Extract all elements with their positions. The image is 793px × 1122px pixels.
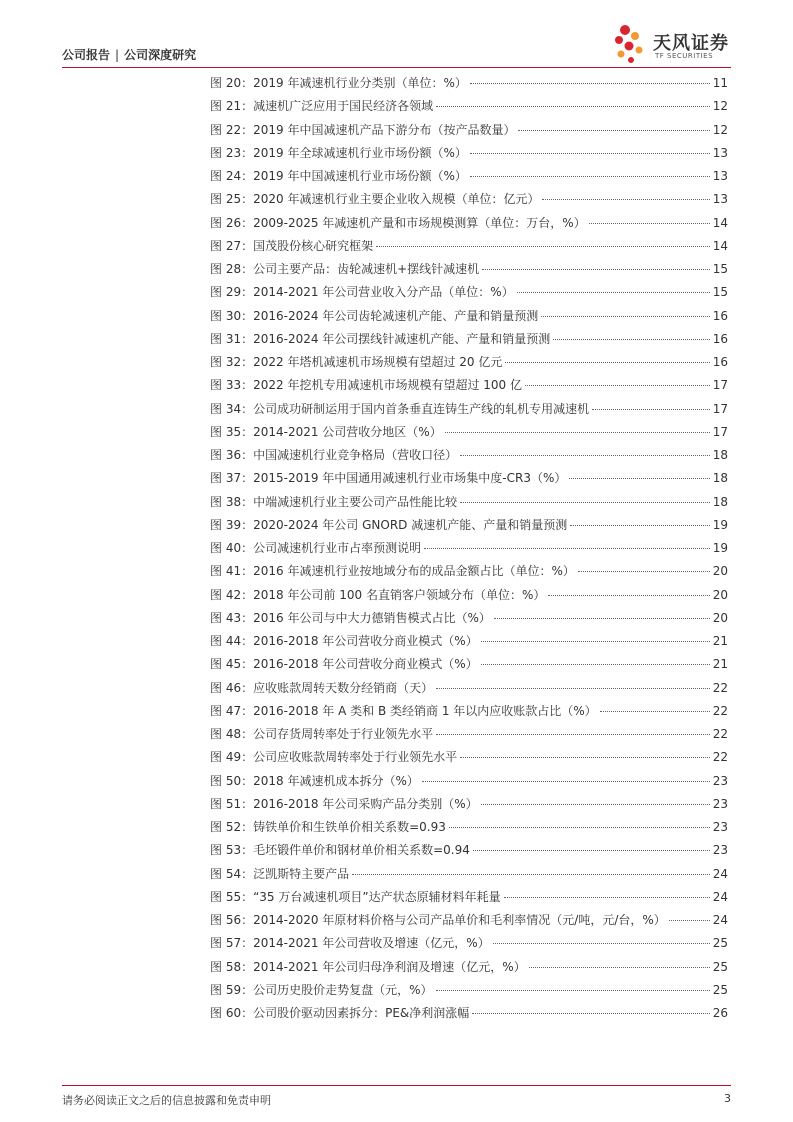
toc-entry-page: 25 [712,959,728,974]
toc-entry-page: 20 [712,564,728,579]
report-category [62,46,196,63]
toc-entry[interactable] [210,400,728,423]
toc-entry[interactable] [210,97,728,120]
toc-entry-page: 16 [712,308,728,323]
toc-dot-leader [436,734,710,735]
toc-entry[interactable] [210,423,728,446]
toc-dot-leader [481,804,710,805]
toc-entry[interactable] [210,888,728,911]
toc-entry[interactable] [210,469,728,492]
toc-entry[interactable] [210,214,728,237]
toc-entry[interactable] [210,679,728,702]
toc-entry[interactable] [210,330,728,353]
toc-entry-label: 图 40：公司减速机行业市占率预测说明 [210,541,422,555]
toc-entry-label: 图 35：2014-2021 公司营收分地区（%） [210,424,442,439]
toc-dot-leader [352,874,710,875]
toc-dot-leader [470,176,710,177]
toc-dot-leader [589,223,710,224]
company-logo [611,22,731,66]
toc-entry[interactable] [210,818,728,841]
toc-dot-leader [570,525,709,526]
toc-entry-label: 图 41：2016 年减速机行业按地域分布的成品金额占比（单位：%） [210,564,575,579]
toc-entry[interactable] [210,376,728,399]
toc-dot-leader [436,990,710,991]
toc-dot-leader [525,385,710,386]
toc-entry[interactable] [210,562,728,585]
toc-entry-page: 23 [712,773,728,788]
toc-entry-page: 15 [712,262,728,276]
toc-entry[interactable] [210,795,728,818]
toc-entry-page: 18 [712,494,728,509]
footer-rule [62,1085,731,1086]
toc-entry-page: 25 [712,982,728,997]
toc-entry-page: 24 [712,889,728,904]
toc-entry-page: 17 [712,378,728,393]
toc-dot-leader [460,757,710,758]
toc-entry-page: 11 [712,76,728,90]
toc-entry-label: 图 56：2014-2020 年原材料价格与公司产品单价和毛利率情况（元/吨，元/台，%） [210,913,666,927]
toc-entry-label: 图 36：中国减速机行业竞争格局（营收口径） [210,448,458,462]
toc-entry[interactable] [210,934,728,957]
toc-entry-label: 图 31：2016-2024 年公司摆线针减速机产能、产量和销量预测 [210,331,551,346]
toc-dot-leader [504,897,710,898]
toc-entry-page: 16 [712,355,728,369]
toc-entry-label: 图 57：2014-2021 年公司营收及增速（亿元，%） [210,936,490,951]
toc-dot-leader [505,362,709,363]
toc-entry[interactable] [210,632,728,655]
toc-dot-leader [472,1013,709,1014]
toc-entry-label: 图 52：铸铁单价和生铁单价相关系数=0.93 [210,820,446,834]
toc-dot-leader [542,199,709,200]
toc-entry-page: 20 [712,587,728,602]
toc-dot-leader [424,548,710,549]
toc-entry[interactable] [210,283,728,306]
toc-entry-page: 24 [712,866,728,881]
toc-entry-page: 19 [712,517,728,532]
toc-dot-leader [569,478,709,479]
toc-entry[interactable] [210,446,728,469]
toc-entry[interactable] [210,841,728,864]
toc-entry-label: 图 44：2016-2018 年公司营收分商业模式（%） [210,634,478,648]
toc-entry-label: 图 28：公司主要产品：齿轮减速机+摆线针减速机 [210,262,480,276]
toc-entry-page: 26 [712,1006,728,1020]
toc-entry[interactable] [210,167,728,190]
toc-entry[interactable] [210,702,728,725]
toc-entry[interactable] [210,74,728,97]
toc-entry-page: 17 [712,401,728,416]
toc-dot-leader [460,502,710,503]
toc-dot-leader [460,455,710,456]
page-number: 3 [724,1092,731,1105]
toc-entry-label: 图 22：2019 年中国减速机产品下游分布（按产品数量） [210,122,516,137]
toc-entry-label: 图 45：2016-2018 年公司营收分商业模式（%） [210,657,478,672]
toc-dot-leader [449,827,710,828]
toc-dot-leader [517,292,710,293]
toc-dot-leader [481,664,710,665]
toc-entry-page: 22 [712,750,728,765]
toc-entry-label: 图 53：毛坯锻件单价和钢材单价相关系数=0.94 [210,843,470,858]
toc-entry-label: 图 21：减速机广泛应用于国民经济各领域 [210,99,434,114]
toc-dot-leader [376,246,710,247]
header-separator: | [115,48,120,62]
toc-dot-leader [473,850,710,851]
toc-entry-label: 图 46：应收账款周转天数分经销商（天） [210,680,434,695]
toc-entry[interactable] [210,772,728,795]
report-subtype: 公司深度研究 [124,48,197,62]
toc-entry-page: 18 [712,471,728,486]
toc-dot-leader [553,339,709,340]
toc-entry[interactable] [210,144,728,167]
toc-entry[interactable] [210,237,728,260]
toc-entry-page: 23 [712,843,728,858]
toc-dot-leader [548,595,709,596]
toc-entry-page: 22 [712,680,728,695]
toc-entry[interactable] [210,911,728,934]
toc-entry-page: 22 [712,703,728,718]
toc-entry-label: 图 34：公司成功研制运用于国内首条垂直连铸生产线的轧机专用减速机 [210,401,590,416]
toc-dot-leader [470,83,710,84]
toc-dot-leader [470,153,710,154]
toc-entry-label: 图 59：公司历史股价走势复盘（元，%） [210,982,433,997]
toc-entry-page: 12 [712,122,728,137]
toc-entry-page: 25 [712,936,728,951]
toc-dot-leader [541,316,709,317]
toc-entry-label: 图 60：公司股价驱动因素拆分：PE&净利润涨幅 [210,1006,470,1020]
toc-entry-page: 23 [712,796,728,811]
toc-entry-label: 图 23：2019 年全球减速机行业市场份额（%） [210,145,467,160]
toc-entry-label: 图 24：2019 年中国减速机行业市场份额（%） [210,169,467,183]
toc-entry-page: 24 [712,913,728,927]
toc-dot-leader [493,943,710,944]
toc-entry-page: 15 [712,285,728,300]
toc-entry-page: 17 [712,424,728,439]
toc-entry[interactable] [210,516,728,539]
report-type: 公司报告 [62,48,111,62]
toc-entry[interactable] [210,121,728,144]
toc-dot-leader [445,432,710,433]
toc-entry-page: 14 [712,215,728,230]
toc-entry-page: 20 [712,610,728,625]
toc-entry-page: 13 [712,192,728,207]
toc-entry-label: 图 25：2020 年减速机行业主要企业收入规模（单位：亿元） [210,192,540,207]
toc-entry[interactable] [210,609,728,632]
toc-entry-label: 图 20：2019 年减速机行业分类别（单位：%） [210,76,467,90]
toc-entry-label: 图 47：2016-2018 年 A 类和 B 类经销商 1 年以内应收账款占比（%） [210,703,597,718]
toc-entry-label: 图 48：公司存货周转率处于行业领先水平 [210,727,434,741]
toc-dot-leader [481,641,710,642]
toc-entry-label: 图 32：2022 年塔机减速机市场规模有望超过 20 亿元 [210,355,503,369]
toc-entry-page: 19 [712,541,728,555]
toc-entry[interactable] [210,748,728,771]
logo-text-cn: 天风证券 [653,33,729,54]
toc-entry-label: 图 37：2015-2019 年中国通用减速机行业市场集中度-CR3（%） [210,471,567,486]
toc-entry-label: 图 26：2009-2025 年减速机产量和市场规模测算（单位：万台，%） [210,215,586,230]
toc-entry-label: 图 51：2016-2018 年公司采购产品分类别（%） [210,796,478,811]
toc-dot-leader [529,967,710,968]
toc-entry-label: 图 54：泛凯斯特主要产品 [210,866,350,881]
toc-entry-label: 图 55：“35 万台减速机项目”达产状态原辅材料年耗量 [210,889,501,904]
toc-entry-page: 18 [712,448,728,462]
toc-entry[interactable] [210,981,728,1004]
toc-entry[interactable] [210,655,728,678]
toc-entry[interactable] [210,260,728,283]
toc-entry-page: 16 [712,331,728,346]
toc-entry[interactable] [210,493,728,516]
toc-entry-label: 图 33：2022 年挖机专用减速机市场规模有望超过 100 亿 [210,378,522,393]
toc-entry[interactable] [210,539,728,562]
toc-entry-page: 21 [712,657,728,672]
toc-dot-leader [600,711,710,712]
toc-entry[interactable] [210,307,728,330]
toc-entry-page: 22 [712,727,728,741]
toc-dot-leader [422,781,710,782]
figure-list [210,74,728,1027]
toc-dot-leader [518,130,709,131]
toc-entry-label: 图 43：2016 年公司与中大力德销售模式占比（%） [210,610,491,625]
toc-entry-label: 图 38：中端减速机行业主要公司产品性能比较 [210,494,458,509]
toc-entry-page: 14 [712,238,728,253]
toc-entry[interactable] [210,1004,728,1027]
toc-dot-leader [578,571,710,572]
footer-disclaimer: 请务必阅读正文之后的信息披露和免责申明 [62,1094,271,1107]
toc-entry-label: 图 42：2018 年公司前 100 名直销客户领域分布（单位：%） [210,587,546,602]
toc-entry-page: 13 [712,145,728,160]
toc-entry-label: 图 50：2018 年减速机成本拆分（%） [210,773,419,788]
toc-entry-label: 图 39：2020-2024 年公司 GNORD 减速机产能、产量和销量预测 [210,517,568,532]
toc-entry-label: 图 27：国茂股份核心研究框架 [210,238,374,253]
toc-entry[interactable] [210,353,728,376]
toc-entry-label: 图 30：2016-2024 年公司齿轮减速机产能、产量和销量预测 [210,308,539,323]
toc-entry[interactable] [210,865,728,888]
toc-dot-leader [669,920,710,921]
toc-entry-page: 23 [712,820,728,834]
page-header [62,0,731,66]
toc-entry[interactable] [210,190,728,213]
toc-entry[interactable] [210,958,728,981]
toc-entry[interactable] [210,586,728,609]
toc-entry-page: 13 [712,169,728,183]
toc-entry[interactable] [210,725,728,748]
toc-entry-label: 图 58：2014-2021 年公司归母净利润及增速（亿元，%） [210,959,526,974]
toc-entry-label: 图 29：2014-2021 年公司营业收入分产品（单位：%） [210,285,514,300]
toc-dot-leader [436,106,710,107]
toc-dot-leader [592,409,710,410]
toc-entry-page: 12 [712,99,728,114]
toc-dot-leader [436,688,710,689]
toc-dot-leader [482,269,710,270]
header-rule [62,67,731,68]
toc-dot-leader [494,618,710,619]
logo-flower-icon [611,22,651,66]
toc-entry-label: 图 49：公司应收账款周转率处于行业领先水平 [210,750,458,765]
logo-text-en: TF SECURITIES [655,52,714,60]
toc-entry-page: 21 [712,634,728,648]
